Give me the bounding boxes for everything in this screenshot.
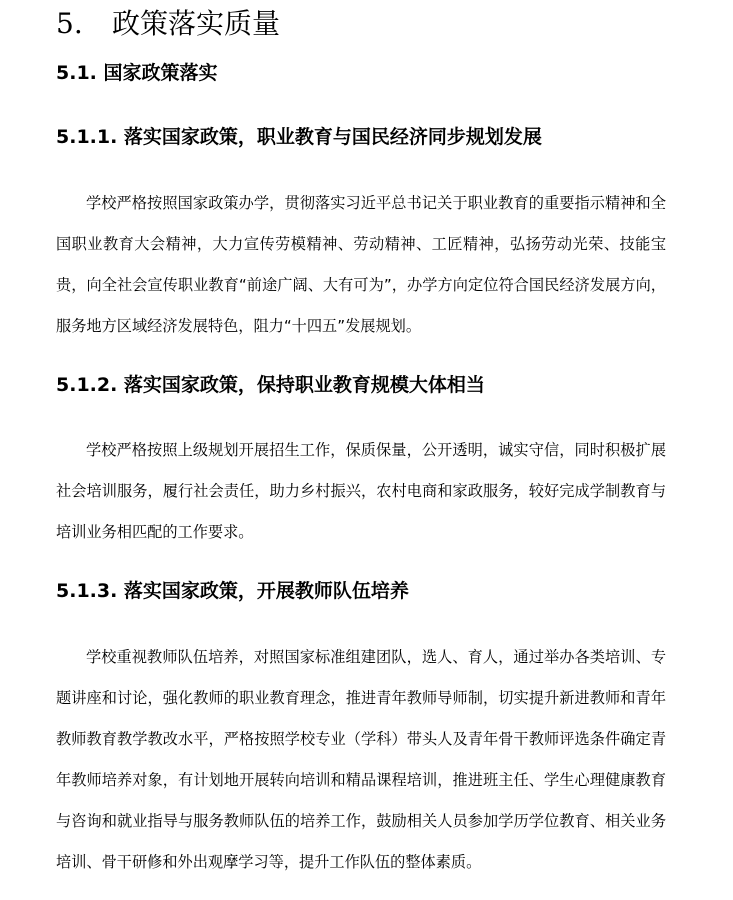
subsection-title: 5.1.2. 落实国家政策，保持职业教育规模大体相当 — [56, 374, 485, 396]
section-heading: 5.1. 国家政策落实 — [56, 62, 218, 84]
subsection-paragraph: 学校严格按照上级规划开展招生工作，保质保量，公开透明，诚实守信，同时积极扩展社会培训服务，履行社会责任，助力乡村振兴，农村电商和家政服务，较好完成学制教育与培训业务相匹配的工作要求。 — [56, 441, 666, 541]
subsection-title: 5.1.3. 落实国家政策，开展教师队伍培养 — [56, 580, 409, 602]
subsection-paragraph: 学校重视教师队伍培养，对照国家标准组建团队，选人、育人，通过举办各类培训、专题讲座和讨论，强化教师的职业教育理念，推进青年教师导师制，切实提升新进教师和青年教师教育教学教改水平，严格按照学校专业（学科）带头人及青年骨干教师评选条件确定青年教师培养对象，有计划地开展转向培训和精品课程培训，推进班主任、学生心理健康教育与咨询和就业指导与服务教师队伍的培养工作，鼓励相关人员参加学历学位教育、相关业务培训、骨干研修和外出观摩学习等，提升工作队伍的整体素质。 — [56, 648, 666, 871]
chapter-title: 政策落实质量 — [112, 7, 281, 40]
subsection-paragraph: 学校严格按照国家政策办学，贯彻落实习近平总书记关于职业教育的重要指示精神和全国职业教育大会精神，大力宣传劳模精神、劳动精神、工匠精神，弘扬劳动光荣、技能宝贵，向全社会宣传职业教育“前途广阔、大有可为”，办学方向定位符合国民经济发展方向，服务地方区域经济发展特色，阻力“十四五”发展规划。 — [56, 194, 666, 335]
subsection-title: 5.1.1. 落实国家政策，职业教育与国民经济同步规划发展 — [56, 126, 542, 148]
chapter-heading — [56, 4, 280, 44]
chapter-number: 5. — [56, 7, 83, 40]
